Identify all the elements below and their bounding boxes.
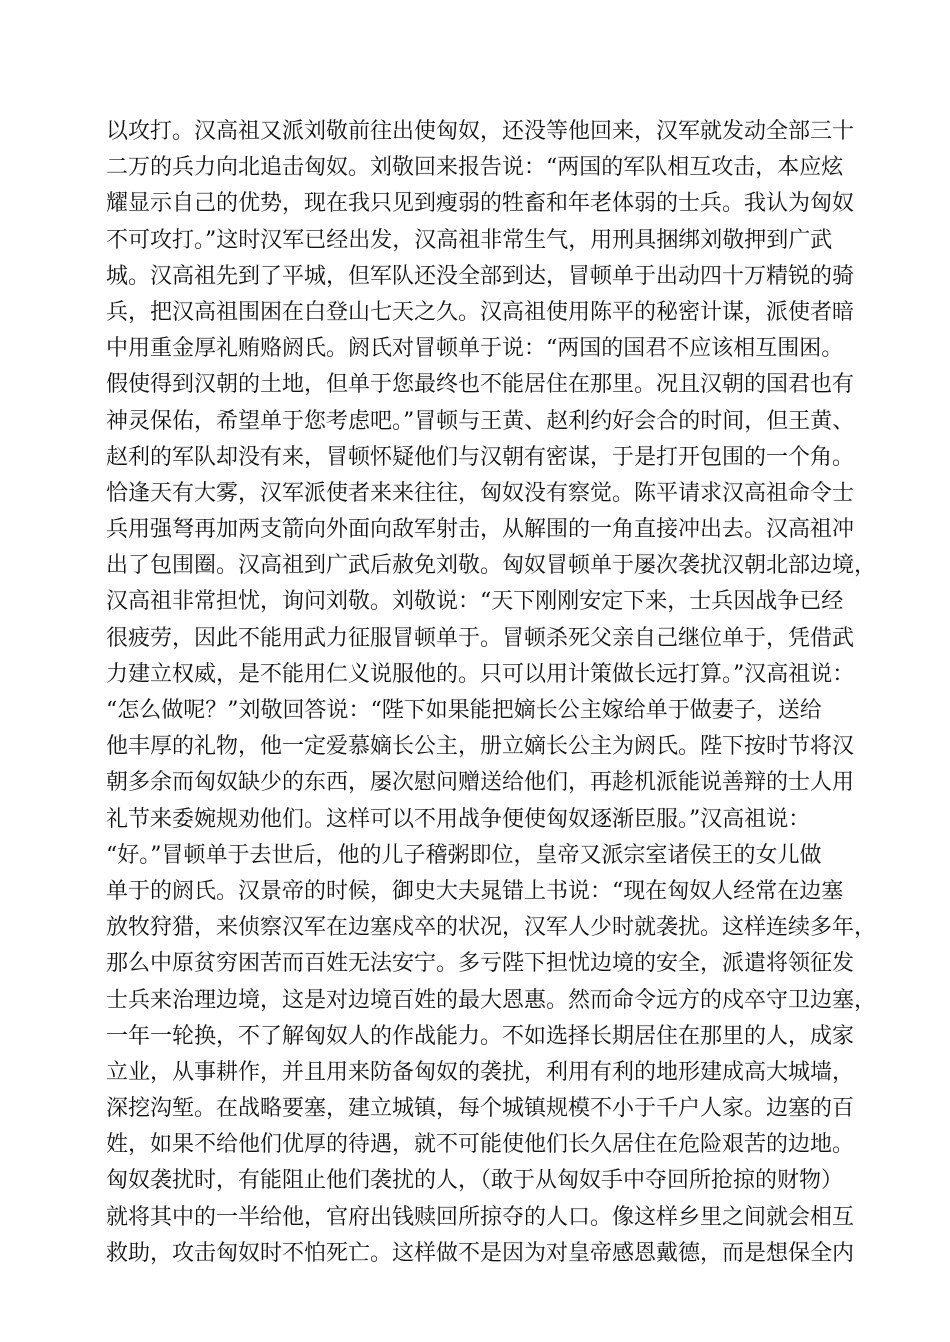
text-line: 中用重金厚礼贿赂阏氏。阏氏对冒顿单于说：“两国的国君不应该相互围困。: [106, 336, 844, 362]
text-line: 二万的兵力向北追击匈奴。刘敬回来报告说：“两国的军队相互攻击，本应炫: [106, 155, 844, 181]
text-line: 耀显示自己的优势，现在我只见到瘦弱的牲畜和年老体弱的士兵。我认为匈奴: [106, 191, 855, 217]
text-line: 力建立权威，是不能用仁义说服他的。只可以用计策做长远打算。”汉高祖说：: [106, 661, 855, 687]
text-line: 那么中原贫穷困苦而百姓无法安宁。多亏陛下担忧边境的安全，派遣将领征发: [106, 951, 855, 977]
text-line: 救助，攻击匈奴时不怕死亡。这样做不是因为对皇帝感恩戴德，而是想保全内: [106, 1240, 855, 1266]
text-line: 一年一轮换，不了解匈奴人的作战能力。不如选择长期居住在那里的人，成家: [106, 1023, 855, 1049]
text-line: 不可攻打。”这时汉军已经出发，汉高祖非常生气，用刑具捆绑刘敬押到广武: [106, 227, 833, 253]
text-line: 就将其中的一半给他，官府出钱赎回所掠夺的人口。像这样乡里之间就会相互: [106, 1204, 855, 1230]
text-line: 立业，从事耕作，并且用来防备匈奴的袭扰，利用有利的地形建成高大城墙，: [106, 1059, 855, 1085]
text-line: 礼节来委婉规劝他们。这样可以不用战争便使匈奴逐渐臣服。”汉高祖说：: [106, 806, 811, 832]
text-line: 兵，把汉高祖围困在白登山七天之久。汉高祖使用陈平的秘密计谋，派使者暗: [106, 299, 855, 325]
text-line: 城。汉高祖先到了平城，但军队还没全部到达，冒顿单于出动四十万精锐的骑: [106, 263, 855, 289]
text-line: 深挖沟堑。在战略要塞，建立城镇，每个城镇规模不小于千户人家。边塞的百: [106, 1096, 855, 1122]
text-line: 以攻打。汉高祖又派刘敬前往出使匈奴，还没等他回来，汉军就发动全部三十: [106, 119, 855, 144]
text-line: “怎么做呢？”刘敬回答说：“陛下如果能把嫡长公主嫁给单于做妻子，送给: [106, 698, 822, 723]
text-line: 恰逢天有大雾，汉军派使者来来往往，匈奴没有察觉。陈平请求汉高祖命令士: [106, 480, 855, 506]
text-line: 匈奴袭扰时，有能阻止他们袭扰的人，（敢于从匈奴手中夺回所抢掠的财物）: [106, 1168, 844, 1194]
text-line: 神灵保佑，希望单于您考虑吧。”冒顿与王黄、赵利约好会合的时间，但王黄、: [106, 408, 855, 434]
text-line: 赵利的军队却没有来，冒顿怀疑他们与汉朝有密谋，于是打开包围的一个角。: [106, 444, 855, 470]
text-line: 汉高祖非常担忧，询问刘敬。刘敬说：“天下刚刚安定下来，士兵因战争已经: [106, 589, 844, 615]
text-line: 兵用强弩再加两支箭向外面向敌军射击，从解围的一角直接冲出去。汉高祖冲: [106, 517, 855, 543]
text-line: 他丰厚的礼物，他一定爱慕嫡长公主，册立嫡长公主为阏氏。陛下按时节将汉: [106, 734, 855, 760]
text-line: 朝多余而匈奴缺少的东西，屡次慰问赠送给他们，再趁机派能说善辩的士人用: [106, 770, 855, 796]
text-line: 士兵来治理边境，这是对边境百姓的最大恩惠。然而命令远方的戍卒守卫边塞，: [106, 987, 877, 1013]
text-line: 很疲劳，因此不能用武力征服冒顿单于。冒顿杀死父亲自己继位单于，凭借武: [106, 625, 855, 651]
text-line: 假使得到汉朝的土地，但单于您最终也不能居住在那里。况且汉朝的国君也有: [106, 372, 855, 398]
text-line: 放牧狩猎，来侦察汉军在边塞戍卒的状况，汉军人少时就袭扰。这样连续多年，: [106, 915, 877, 941]
body-text: [106, 114, 877, 1272]
text-line: “好。”冒顿单于去世后，他的儿子稽粥即位，皇帝又派宗室诸侯王的女儿做: [106, 842, 822, 868]
text-line: 姓，如果不给他们优厚的待遇，就不可能使他们长久居住在危险艰苦的边地。: [106, 1132, 855, 1158]
text-line: 单于的阏氏。汉景帝的时候，御史大夫晁错上书说：“现在匈奴人经常在边塞: [106, 878, 844, 904]
text-line: 出了包围圈。汉高祖到广武后赦免刘敬。匈奴冒顿单于屡次袭扰汉朝北部边境，: [106, 553, 877, 579]
